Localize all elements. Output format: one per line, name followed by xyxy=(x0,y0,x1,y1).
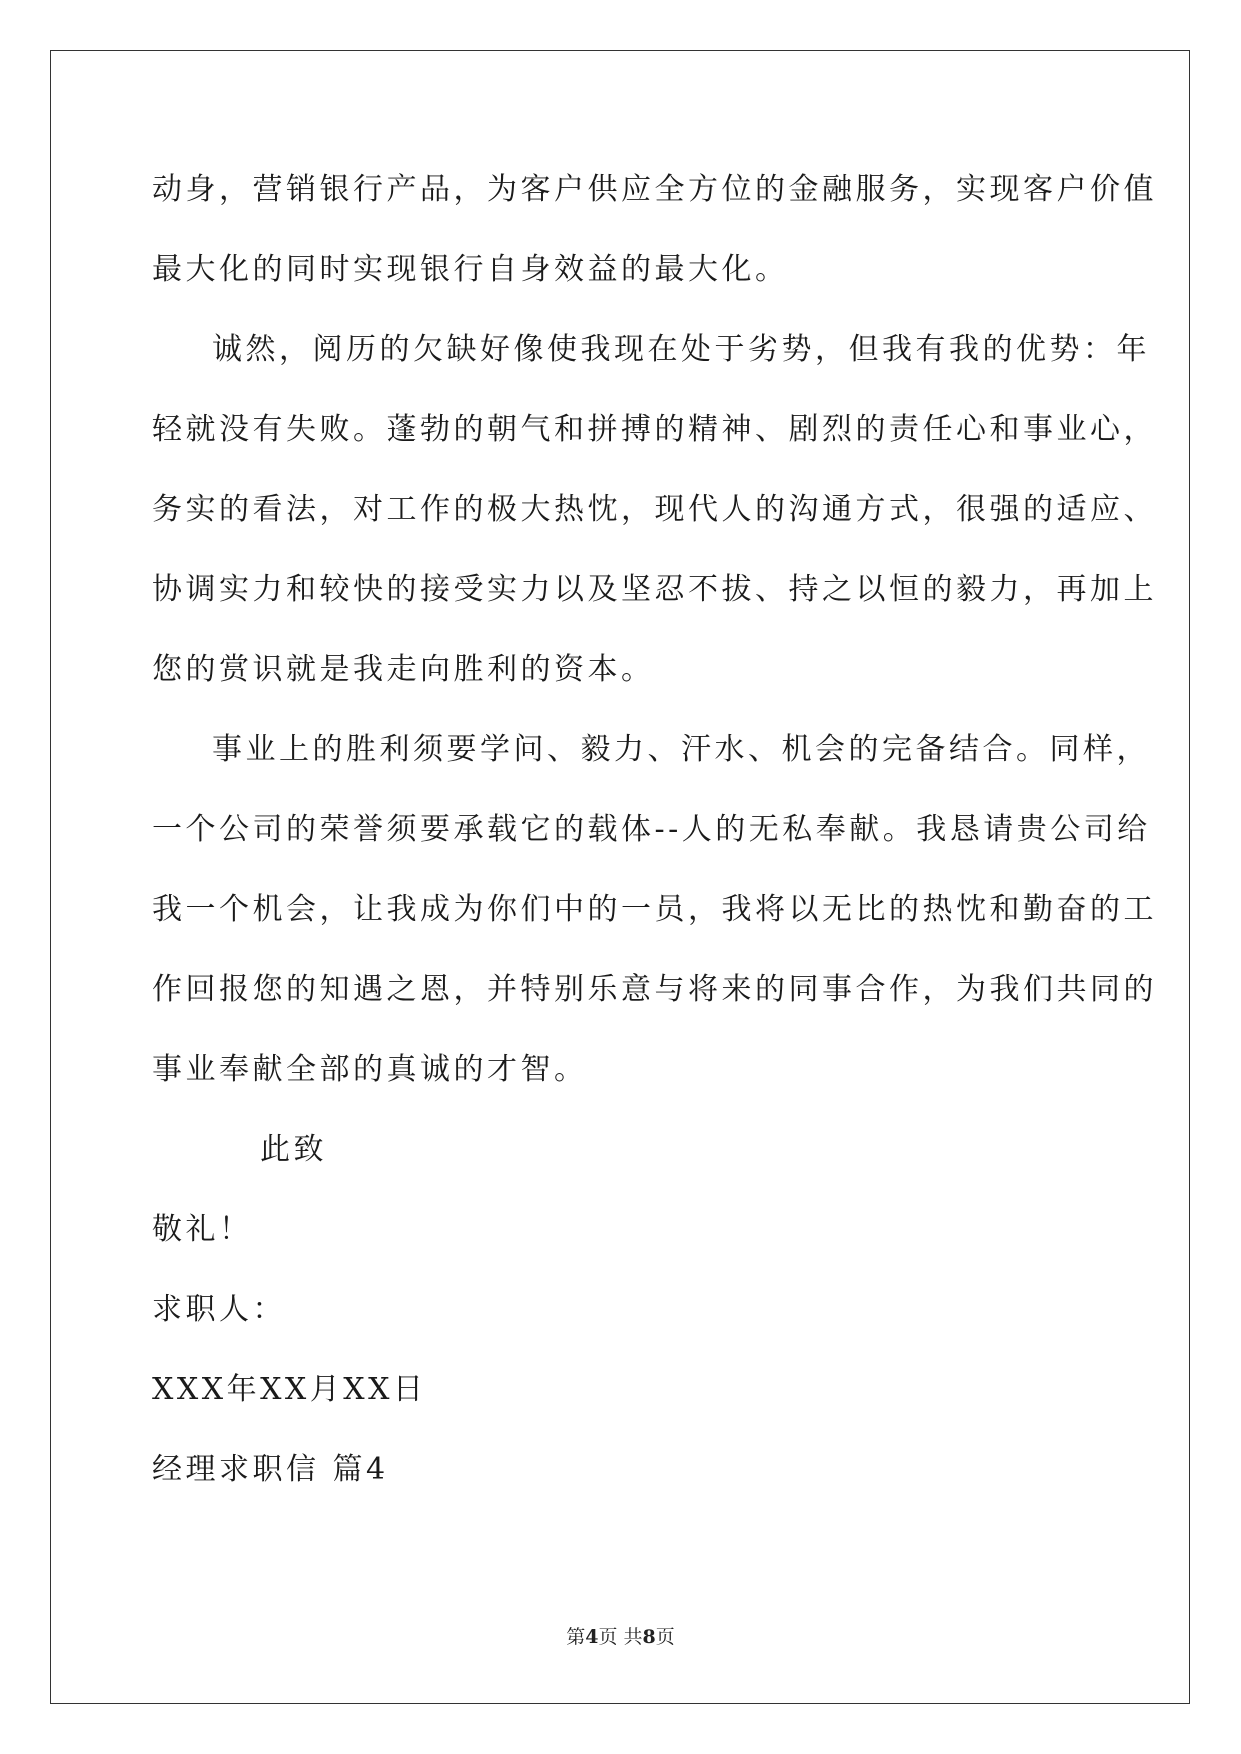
paragraph-line: 一个公司的荣誉须要承载它的载体--人的无私奉献。我恳请贵公司给 xyxy=(152,812,1151,847)
paragraph-line: 最大化的同时实现银行自身效益的最大化。 xyxy=(152,252,789,287)
paragraph-line: 务实的看法，对工作的极大热忱，现代人的沟通方式，很强的适应、 xyxy=(152,492,1157,527)
footer-mid: 页 共 xyxy=(598,1626,643,1648)
paragraph-line: 轻就没有失败。蓬勃的朝气和拼搏的精神、剧烈的责任心和事业心， xyxy=(152,412,1157,447)
page-footer xyxy=(0,1622,1241,1649)
section-heading: 经理求职信 篇4 xyxy=(152,1452,389,1487)
paragraph-line: 诚然，阅历的欠缺好像使我现在处于劣势，但我有我的优势：年 xyxy=(212,332,1150,367)
paragraph-line: 协调实力和较快的接受实力以及坚忍不拔、持之以恒的毅力，再加上 xyxy=(152,572,1157,607)
paragraph-line: 事业奉献全部的真诚的才智。 xyxy=(152,1052,588,1087)
closing-salutation: 此致 xyxy=(260,1132,327,1167)
paragraph-line: 动身，营销银行产品，为客户供应全方位的金融服务，实现客户价值 xyxy=(152,172,1157,207)
footer-suffix: 页 xyxy=(655,1626,675,1648)
footer-prefix: 第 xyxy=(566,1626,586,1648)
paragraph-line: 您的赏识就是我走向胜利的资本。 xyxy=(152,652,655,687)
applicant-label: 求职人： xyxy=(152,1292,286,1327)
footer-page-number: 4 xyxy=(585,1626,599,1648)
paragraph-line: 作回报您的知遇之恩，并特别乐意与将来的同事合作，为我们共同的 xyxy=(152,972,1157,1007)
document-body xyxy=(152,150,1157,1510)
paragraph-line: 我一个机会，让我成为你们中的一员，我将以无比的热忱和勤奋的工 xyxy=(152,892,1157,927)
paragraph-line: 事业上的胜利须要学问、毅力、汗水、机会的完备结合。同样， xyxy=(212,732,1150,767)
closing-respect: 敬礼！ xyxy=(152,1212,253,1247)
footer-total-pages: 8 xyxy=(642,1626,656,1648)
date-line: XXX年XX月XX日 xyxy=(152,1372,427,1407)
